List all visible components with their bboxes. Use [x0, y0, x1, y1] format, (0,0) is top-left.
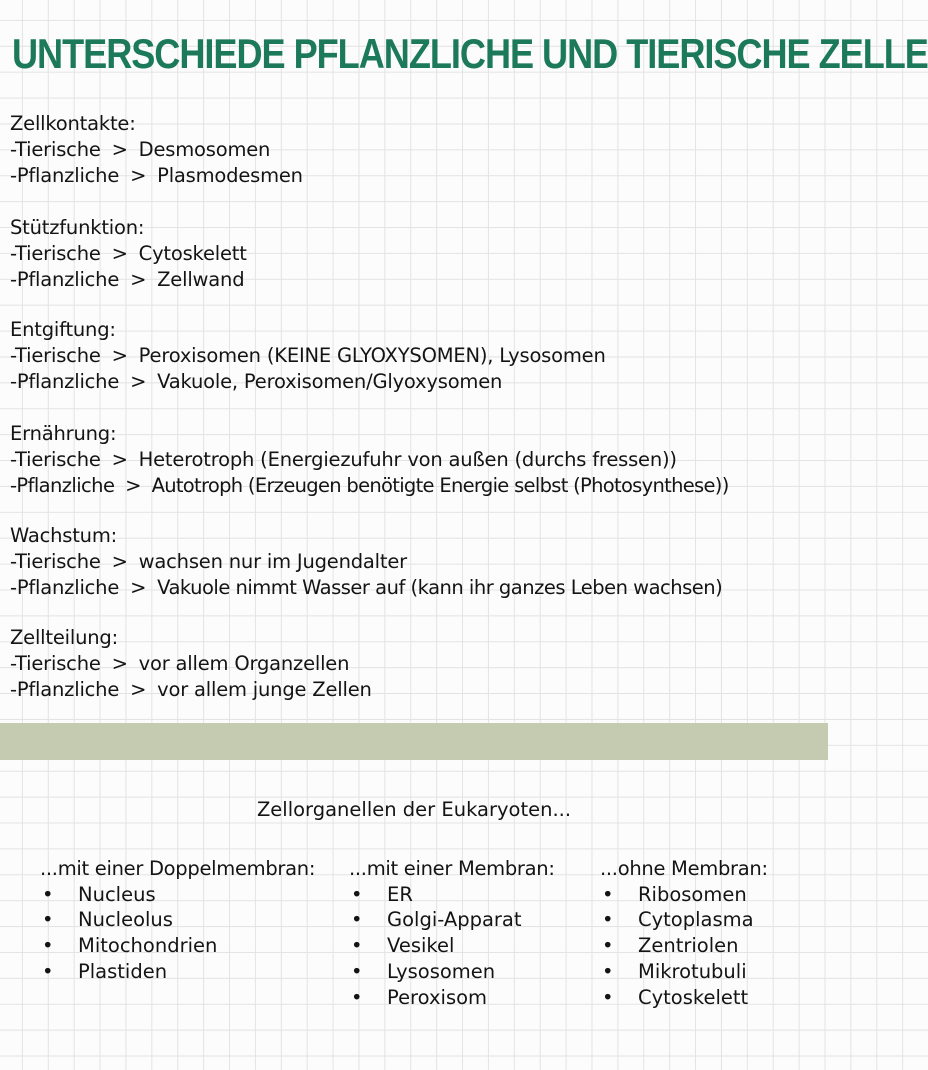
arrow: >	[111, 241, 128, 265]
bullet-icon: •	[602, 934, 614, 958]
item-list	[600, 882, 768, 1011]
column-heading: ...mit einer Membran:	[349, 857, 555, 880]
arrow: >	[130, 267, 147, 291]
item-text: Mikrotubuli	[638, 959, 747, 983]
bullet-icon: •	[351, 985, 363, 1009]
item-text: Nucleolus	[78, 908, 173, 932]
row-pflanzliche	[10, 677, 828, 703]
bullet-icon: •	[351, 882, 363, 906]
column-heading: ...ohne Membran:	[600, 857, 768, 880]
row-text: vor allem Organzellen	[138, 651, 350, 675]
bullet-icon: •	[42, 959, 54, 983]
section-ernaehrung	[10, 421, 828, 498]
arrow: >	[130, 575, 147, 599]
row-text: Desmosomen	[138, 137, 271, 161]
section-zellkontakte	[10, 111, 828, 188]
item-list	[40, 882, 315, 985]
list-item	[349, 907, 555, 933]
list-item	[600, 959, 768, 985]
section-heading: Stützfunktion:	[10, 216, 145, 239]
item-text: ER	[387, 882, 413, 906]
divider-band	[0, 723, 828, 760]
section-stuetzfunktion	[10, 215, 828, 292]
row-tierische	[10, 241, 828, 267]
list-item	[40, 907, 315, 933]
item-text: Mitochondrien	[78, 934, 218, 958]
row-text: Heterotroph (Energiezufuhr von außen (durchs fressen))	[138, 447, 677, 471]
bullet-icon: •	[602, 882, 614, 906]
arrow: >	[130, 677, 147, 701]
list-item	[600, 907, 768, 933]
row-pflanzliche	[10, 369, 828, 395]
section-zellteilung	[10, 625, 828, 702]
row-pflanzliche	[10, 575, 828, 601]
arrow: >	[130, 163, 147, 187]
bullet-icon: •	[42, 908, 54, 932]
section-heading: Zellkontakte:	[10, 112, 136, 135]
item-text: Peroxisom	[387, 985, 488, 1009]
column-membran	[349, 856, 555, 1010]
row-text: Plasmodesmen	[157, 163, 303, 187]
bullet-icon: •	[42, 934, 54, 958]
arrow: >	[130, 369, 147, 393]
item-text: Nucleus	[78, 882, 156, 906]
row-label: -Pflanzliche	[10, 267, 120, 291]
row-label: -Tierische	[10, 241, 101, 265]
row-label: -Pflanzliche	[10, 163, 120, 187]
list-item	[600, 933, 768, 959]
list-item	[349, 959, 555, 985]
arrow: >	[111, 447, 128, 471]
column-heading: ...mit einer Doppelmembran:	[40, 857, 316, 880]
list-item	[349, 985, 555, 1011]
row-label: -Pflanzliche	[10, 575, 120, 599]
arrow: >	[111, 651, 128, 675]
bullet-icon: •	[351, 959, 363, 983]
item-list	[349, 882, 555, 1011]
row-label: -Tierische	[10, 343, 101, 367]
row-label: -Tierische	[10, 549, 101, 573]
row-tierische	[10, 549, 828, 575]
row-tierische	[10, 447, 828, 473]
item-text: Ribosomen	[638, 882, 747, 906]
item-text: Golgi-Apparat	[387, 908, 522, 932]
row-label: -Tierische	[10, 137, 101, 161]
organellen-heading: Zellorganellen der Eukaryoten...	[256, 798, 572, 821]
arrow: >	[111, 549, 128, 573]
bullet-icon: •	[602, 908, 614, 932]
row-label: -Tierische	[10, 651, 101, 675]
section-entgiftung	[10, 317, 828, 394]
item-text: Cytoskelett	[638, 985, 749, 1009]
section-wachstum	[10, 523, 828, 600]
section-heading: Wachstum:	[10, 524, 117, 547]
row-label: -Pflanzliche	[10, 677, 120, 701]
bullet-icon: •	[602, 985, 614, 1009]
column-doppelmembran	[40, 856, 315, 985]
row-label: -Tierische	[10, 447, 101, 471]
bullet-icon: •	[351, 908, 363, 932]
bullet-icon: •	[42, 882, 54, 906]
list-item	[600, 882, 768, 908]
item-text: Lysosomen	[387, 959, 496, 983]
row-text: Peroxisomen (KEINE GLYOXYSOMEN), Lysosomen	[138, 343, 606, 367]
row-tierische	[10, 343, 828, 369]
item-text: Zentriolen	[638, 934, 739, 958]
column-ohne-membran	[600, 856, 768, 1010]
bullet-icon: •	[602, 959, 614, 983]
page-title: UNTERSCHIEDE PFLANZLICHE UND TIERISCHE ZELLE	[12, 30, 928, 77]
list-item	[40, 933, 315, 959]
list-item	[349, 933, 555, 959]
item-text: Plastiden	[78, 959, 168, 983]
row-text: wachsen nur im Jugendalter	[138, 549, 407, 573]
row-tierische	[10, 651, 828, 677]
row-tierische	[10, 137, 828, 163]
row-text: vor allem junge Zellen	[157, 677, 372, 701]
row-label: -Pflanzliche	[10, 473, 115, 497]
section-heading: Zellteilung:	[10, 626, 118, 649]
list-item	[349, 882, 555, 908]
arrow: >	[125, 473, 141, 497]
section-heading: Ernährung:	[10, 422, 117, 445]
row-label: -Pflanzliche	[10, 369, 120, 393]
row-text: Zellwand	[157, 267, 245, 291]
row-text: Autotroph (Erzeugen benötigte Energie selbst (Photosynthese))	[151, 473, 729, 497]
list-item	[40, 959, 315, 985]
bullet-icon: •	[351, 934, 363, 958]
arrow: >	[111, 343, 128, 367]
section-heading: Entgiftung:	[10, 318, 116, 341]
row-pflanzliche	[10, 267, 828, 293]
row-text: Cytoskelett	[138, 241, 247, 265]
item-text: Vesikel	[387, 934, 455, 958]
item-text: Cytoplasma	[638, 908, 754, 932]
row-pflanzliche	[10, 163, 828, 189]
arrow: >	[111, 137, 128, 161]
row-pflanzliche	[10, 473, 828, 499]
list-item	[600, 985, 768, 1011]
list-item	[40, 882, 315, 908]
row-text: Vakuole nimmt Wasser auf (kann ihr ganzes Leben wachsen)	[157, 575, 723, 599]
row-text: Vakuole, Peroxisomen/Glyoxysomen	[157, 369, 503, 393]
